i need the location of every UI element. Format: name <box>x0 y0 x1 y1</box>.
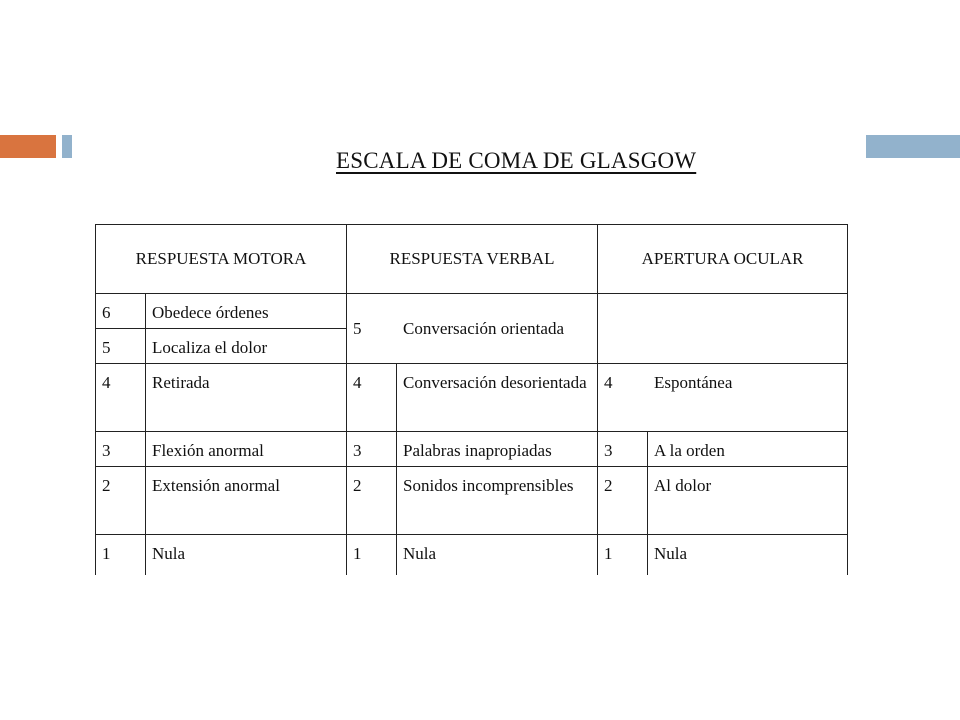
motor-score: 6 <box>96 294 146 329</box>
motor-score: 4 <box>96 364 146 432</box>
verbal-score: 1 <box>347 535 397 576</box>
verbal-label: Conversación orientada <box>403 318 564 338</box>
table-row <box>96 294 848 329</box>
verbal-score: 5 <box>353 318 362 338</box>
ocular-label: Al dolor <box>648 467 848 535</box>
motor-score: 2 <box>96 467 146 535</box>
document-title: ESCALA DE COMA DE GLASGOW <box>336 148 697 173</box>
motor-label: Obedece órdenes <box>146 294 347 329</box>
motor-score: 5 <box>96 329 146 364</box>
ocular-score: 1 <box>598 535 648 576</box>
verbal-score: 4 <box>347 364 397 432</box>
ocular-score: 2 <box>598 467 648 535</box>
table-row <box>96 535 848 576</box>
table-row <box>96 364 848 432</box>
slide-accent-blue-bar-right <box>866 135 960 158</box>
motor-label: Flexión anormal <box>146 432 347 467</box>
verbal-label: Sonidos incomprensibles <box>397 467 598 535</box>
verbal-merged-cell <box>347 294 598 364</box>
motor-label: Localiza el dolor <box>146 329 347 364</box>
ocular-score: 3 <box>598 432 648 467</box>
header-ocular: APERTURA OCULAR <box>598 225 848 294</box>
header-verbal: RESPUESTA VERBAL <box>347 225 598 294</box>
verbal-label: Palabras inapropiadas <box>397 432 598 467</box>
ocular-label: A la orden <box>648 432 848 467</box>
verbal-label: Conversación desorientada <box>397 364 598 432</box>
ocular-label: Nula <box>648 535 848 576</box>
ocular-empty-cell <box>598 294 848 364</box>
verbal-score: 3 <box>347 432 397 467</box>
table-header-row <box>96 225 848 294</box>
table-row <box>96 432 848 467</box>
slide-accent-orange-bar <box>0 135 56 158</box>
table-row <box>96 467 848 535</box>
ocular-merged-cell <box>598 364 848 432</box>
slide-accent-blue-bar-left <box>62 135 72 158</box>
motor-score: 1 <box>96 535 146 576</box>
ocular-score: 4 <box>604 373 613 392</box>
ocular-label: Espontánea <box>654 373 733 392</box>
motor-label: Nula <box>146 535 347 576</box>
verbal-score: 2 <box>347 467 397 535</box>
verbal-label: Nula <box>397 535 598 576</box>
header-motor: RESPUESTA MOTORA <box>96 225 347 294</box>
motor-score: 3 <box>96 432 146 467</box>
motor-label: Extensión anormal <box>146 467 347 535</box>
glasgow-scale-table <box>95 224 848 575</box>
motor-label: Retirada <box>146 364 347 432</box>
